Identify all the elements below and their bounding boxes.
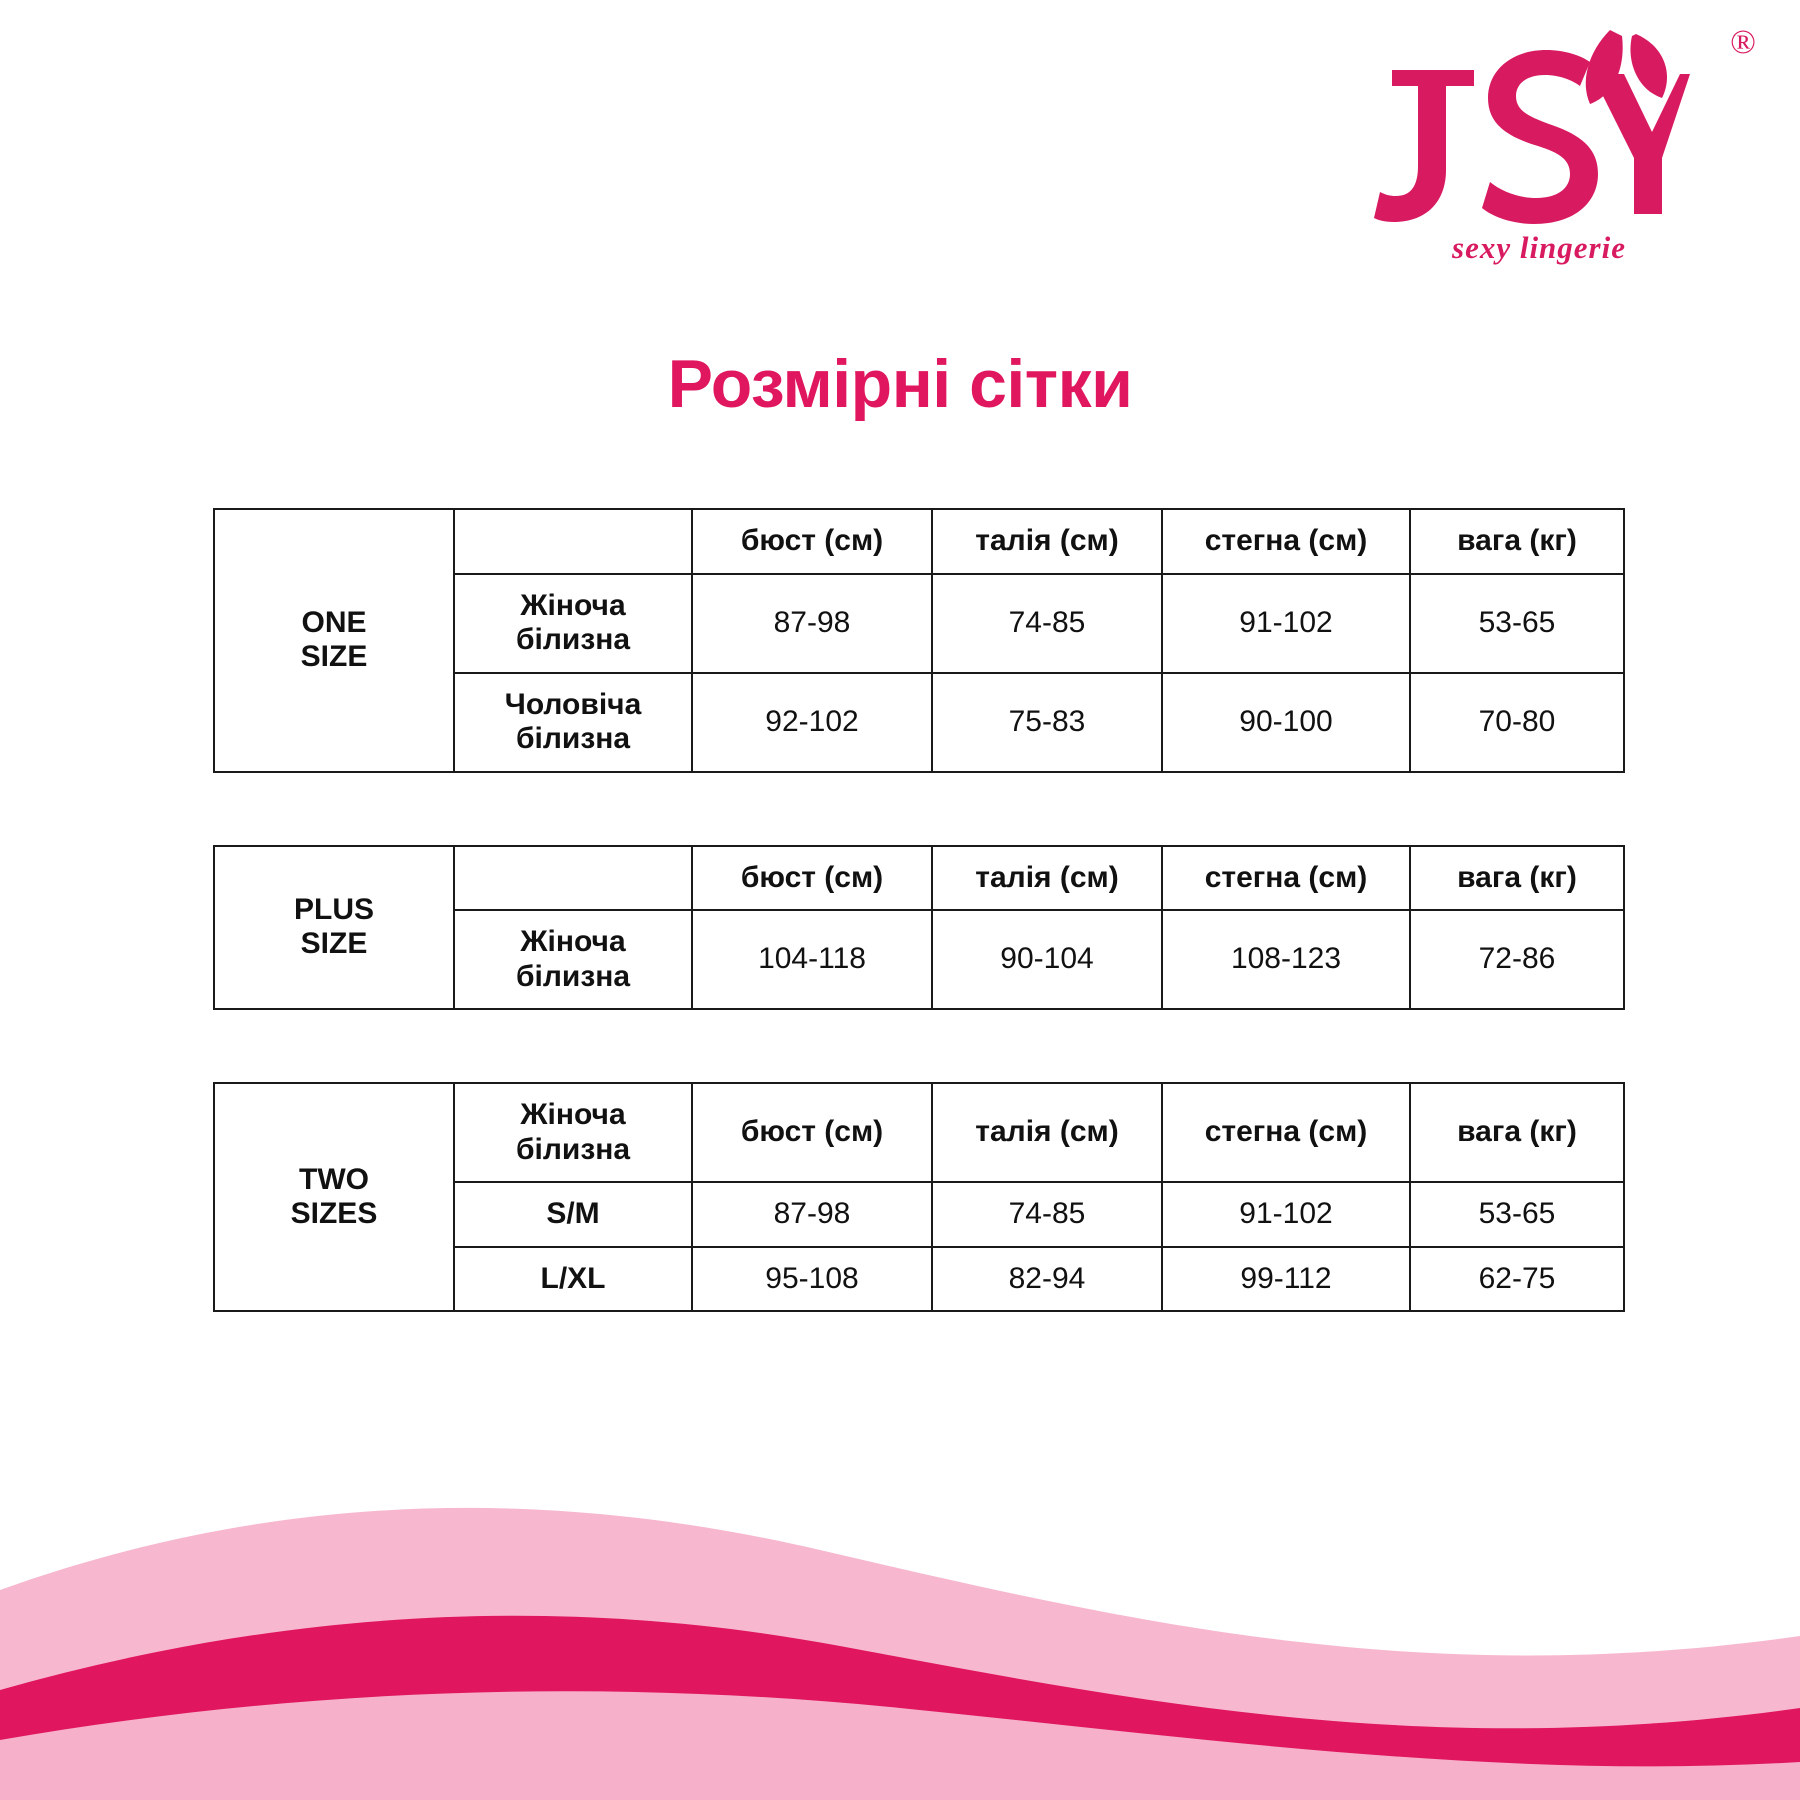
cell-hips: 91-102: [1162, 574, 1410, 673]
page-title: Розмірні сітки: [667, 346, 1133, 422]
row-header-line: білизна: [515, 722, 631, 755]
row-header-line: Жіноча: [520, 925, 626, 958]
cell-hips: 99-112: [1162, 1247, 1410, 1312]
wave-light-shape: [0, 1508, 1800, 1800]
column-header-waist: талія (см): [932, 509, 1162, 574]
cell-waist: 90-104: [932, 910, 1162, 1009]
brand-logo: [1374, 18, 1756, 266]
cell-bust: 104-118: [692, 910, 932, 1009]
cell-bust: 87-98: [692, 1182, 932, 1247]
row-header: L/XL: [454, 1247, 692, 1312]
label-line: TWO: [299, 1162, 369, 1196]
label-line: SIZE: [300, 640, 368, 674]
column-header-waist: талія (см): [932, 846, 1162, 911]
label-line: SIZES: [290, 1197, 378, 1230]
cell-hips: 90-100: [1162, 673, 1410, 772]
row-header: [454, 673, 692, 772]
column-header-hips: стегна (см): [1162, 1083, 1410, 1182]
label-line: SIZE: [300, 927, 368, 961]
column-header-category: [454, 1083, 692, 1182]
cell-hips: 108-123: [1162, 910, 1410, 1009]
logo-tagline: sexy lingerie: [1452, 230, 1626, 265]
column-header-weight: вага (кг): [1410, 846, 1624, 911]
column-header-bust: бюст (см): [692, 1083, 932, 1182]
wave-light-front-shape: [0, 1691, 1800, 1800]
cell-waist: 74-85: [932, 574, 1162, 673]
cell-weight: 53-65: [1410, 1182, 1624, 1247]
row-header-line: білизна: [515, 959, 631, 993]
wave-decoration: [0, 1440, 1800, 1800]
cell-bust: 95-108: [692, 1247, 932, 1312]
cell-weight: 70-80: [1410, 673, 1624, 772]
size-tables: [213, 508, 1601, 1384]
cell-weight: 62-75: [1410, 1247, 1624, 1312]
column-header-weight: вага (кг): [1410, 509, 1624, 574]
label-line: ONE: [301, 605, 367, 639]
table-label-plus-size: [214, 846, 454, 1010]
cell-hips: 91-102: [1162, 1182, 1410, 1247]
table-one-size: [213, 508, 1625, 773]
row-header-line: Жіноча: [520, 588, 626, 622]
cell-waist: 82-94: [932, 1247, 1162, 1312]
table-row: [214, 1083, 1624, 1182]
registered-mark: ®: [1730, 24, 1756, 61]
column-header-waist: талія (см): [932, 1083, 1162, 1182]
wave-dark-shape: [0, 1616, 1800, 1800]
column-header-line: білизна: [515, 1132, 631, 1166]
column-header-bust: бюст (см): [692, 846, 932, 911]
table-row: [214, 846, 1624, 911]
cell-bust: 87-98: [692, 574, 932, 673]
cell-bust: 92-102: [692, 673, 932, 772]
cell-weight: 72-86: [1410, 910, 1624, 1009]
column-header-empty: [454, 509, 692, 574]
column-header-line: Жіноча: [520, 1098, 626, 1131]
table-row: [214, 509, 1624, 574]
jsy-logo-icon: [1374, 18, 1704, 248]
column-header-hips: стегна (см): [1162, 509, 1410, 574]
row-header: [454, 910, 692, 1009]
table-label-one-size: [214, 509, 454, 772]
column-header-hips: стегна (см): [1162, 846, 1410, 911]
cell-waist: 74-85: [932, 1182, 1162, 1247]
row-header-line: білизна: [515, 623, 631, 656]
table-two-sizes: [213, 1082, 1625, 1312]
cell-waist: 75-83: [932, 673, 1162, 772]
row-header-line: Чоловіча: [504, 687, 642, 721]
table-label-two-sizes: [214, 1083, 454, 1311]
row-header: S/M: [454, 1182, 692, 1247]
table-plus-size: [213, 845, 1625, 1011]
column-header-bust: бюст (см): [692, 509, 932, 574]
column-header-weight: вага (кг): [1410, 1083, 1624, 1182]
row-header: [454, 574, 692, 673]
logo-mark: [1374, 18, 1756, 248]
cell-weight: 53-65: [1410, 574, 1624, 673]
column-header-empty: [454, 846, 692, 911]
label-line: PLUS: [293, 892, 374, 926]
